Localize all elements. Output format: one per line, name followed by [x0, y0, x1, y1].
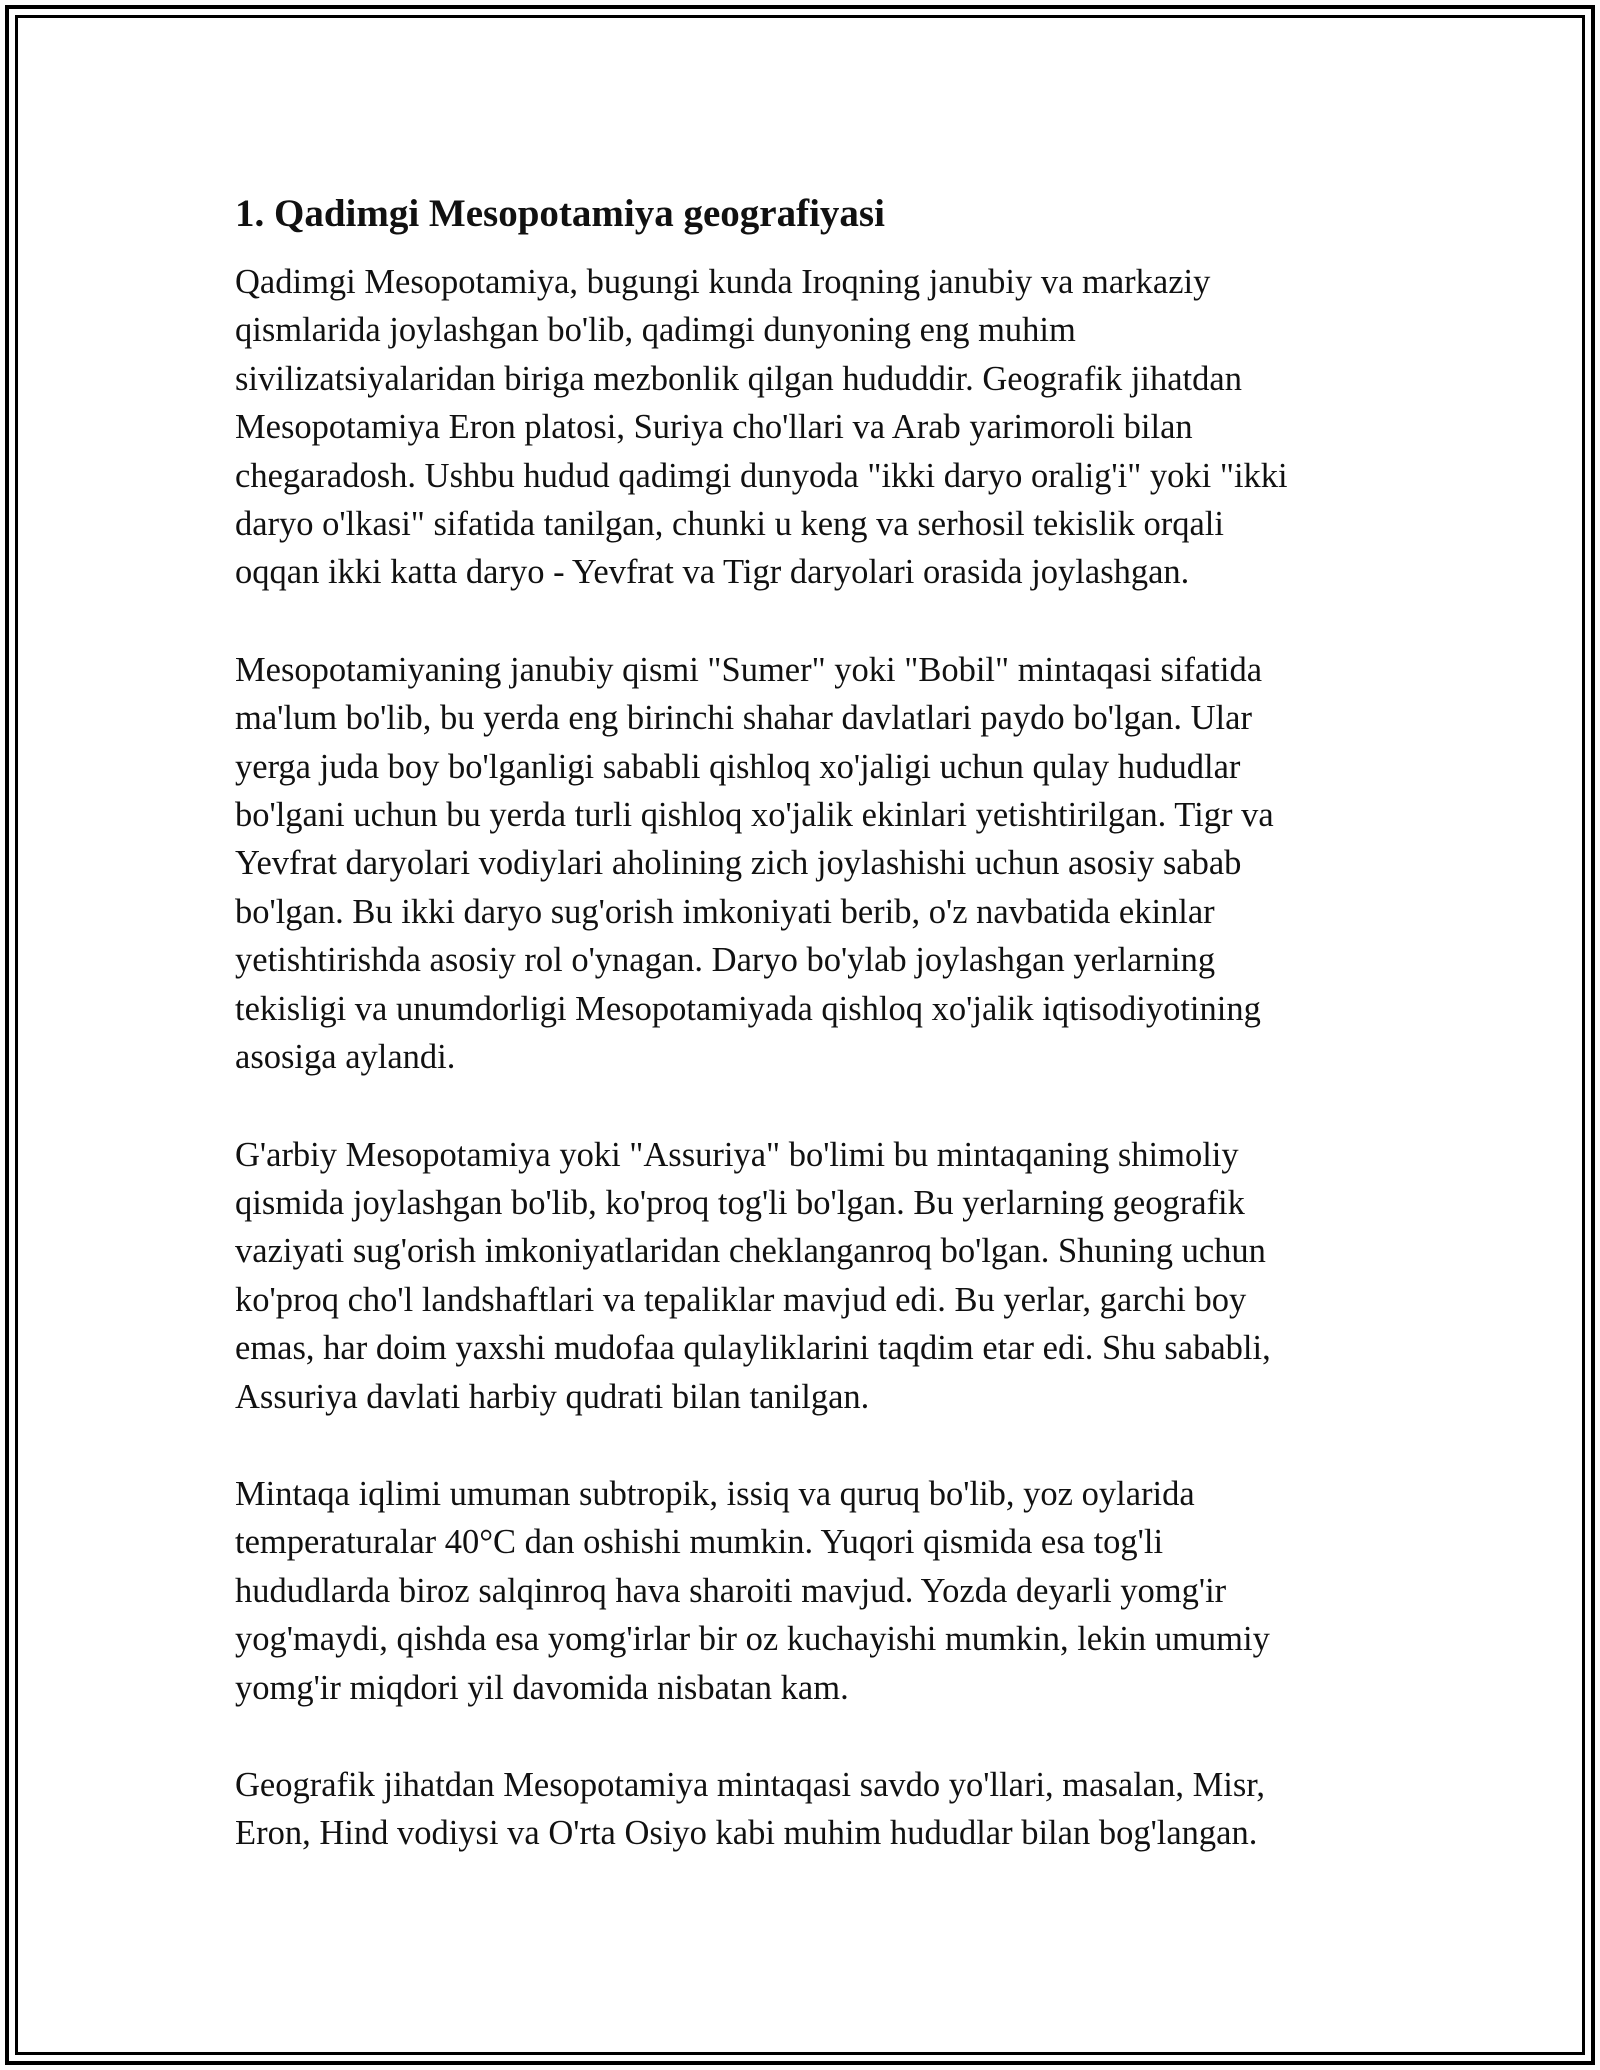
paragraph-intro: Qadimgi Mesopotamiya, bugungi kunda Iroqning janubiy va markaziy qismlarida joylashgan bo'lib, qadimgi dunyoning eng muhim sivilizatsiyalaridan biriga mezbonlik qilgan hududdir. Geografik jihatdan Mesopotamiya Eron platosi, Suriya cho'llari va Arab yarimoroli bilan chegaradosh. Ushbu hudud qadimgi dunyoda "ikki daryo oralig'i" yoki "ikki daryo o'lkasi" sifatida tanilgan, chunki u keng va serhosil tekislik orqali oqqan ikki katta daryo - Yevfrat va Tigr daryolari orasida joylashgan.	[235, 263, 1288, 592]
paragraph-trade-routes: Geografik jihatdan Mesopotamiya mintaqasi savdo yo'llari, masalan, Misr, Eron, Hind vodiysi va O'rta Osiyo kabi muhim hududlar bilan bog'langan.	[235, 1765, 1266, 1853]
paragraph-southern-region: Mesopotamiyaning janubiy qismi "Sumer" yoki "Bobil" mintaqasi sifatida ma'lum bo'lib, bu yerda eng birinchi shahar davlatlari paydo bo'lgan. Ular yerga juda boy bo'lganligi sababli qishloq xo'jaligi uchun qulay hududlar bo'lgani uchun bu yerda turli qishloq xo'jalik ekinlari yetishtirilgan. Tigr va Yevfrat daryolari vodiylari aholining zich joylashishi uchun asosiy sabab bo'lgan. Bu ikki daryo sug'orish imkoniyati berib, o'z navbatida ekinlar yetishtirishda asosiy rol o'ynagan. Daryo bo'ylab joylashgan yerlarning tekisligi va unumdorligi Mesopotamiyada qishloq xo'jalik iqtisodiyotining asosiga aylandi.	[235, 650, 1274, 1077]
document-body	[235, 190, 1365, 1907]
paragraph-assyria: G'arbiy Mesopotamiya yoki "Assuriya" bo'limi bu mintaqaning shimoliy qismida joylashgan bo'lib, ko'proq tog'li bo'lgan. Bu yerlarning geografik vaziyati sug'orish imkoniyatlaridan cheklanganroq bo'lgan. Shuning uchun ko'proq cho'l landshaftlari va tepaliklar mavjud edi. Bu yerlar, garchi boy emas, har doim yaxshi mudofaa qulayliklarini taqdim etar edi. Shu sababli, Assuriya davlati harbiy qudrati bilan tanilgan.	[235, 1135, 1271, 1416]
paragraph-climate: Mintaqa iqlimi umuman subtropik, issiq va quruq bo'lib, yoz oylarida temperaturalar 40°C dan oshishi mumkin. Yuqori qismida esa tog'li hududlarda biroz salqinroq hava sharoiti mavjud. Yozda deyarli yomg'ir yog'maydi, qishda esa yomg'irlar bir oz kuchayishi mumkin, lekin umumiy yomg'ir miqdori yil davomida nisbatan kam.	[235, 1474, 1270, 1707]
section-heading: 1. Qadimgi Mesopotamiya geografiyasi	[235, 192, 885, 235]
